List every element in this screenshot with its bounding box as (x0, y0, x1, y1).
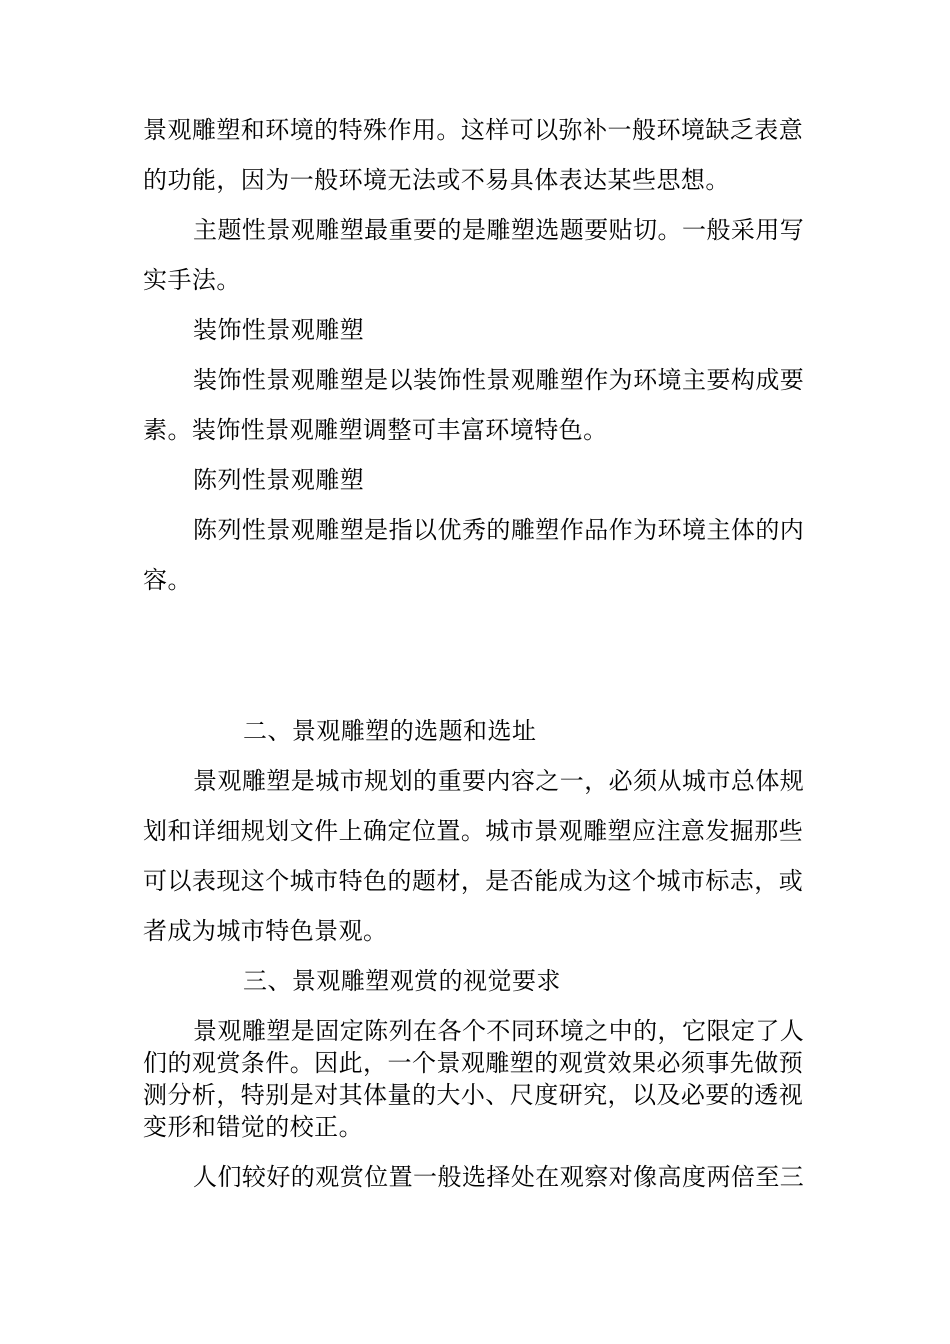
paragraph (143, 1015, 833, 1143)
text-line: 实手法。 (143, 266, 241, 294)
text-line: 测分析，特别是对其体量的大小、尺度研究，以及必要的透视 (143, 1081, 804, 1109)
text-line: 人们较好的观赏位置一般选择处在观察对像高度两倍至三 (193, 1163, 805, 1191)
blank-space (143, 1143, 833, 1161)
text-line: 陈列性景观雕塑是指以优秀的雕塑作品作为环境主体的内 (193, 516, 805, 544)
text-line: 景观雕塑和环境的特殊作用。这样可以弥补一般环境缺乏表意 (143, 116, 804, 144)
section-heading: 二、景观雕塑的选题和选址 (243, 717, 537, 745)
text-line: 装饰性景观雕塑是以装饰性景观雕塑作为环境主要构成要 (193, 366, 805, 394)
text-line: 景观雕塑是城市规划的重要内容之一，必须从城市总体规 (193, 767, 805, 795)
document-page (143, 114, 833, 1193)
text-line: 变形和错觉的校正。 (143, 1113, 364, 1141)
text-line: 素。装饰性景观雕塑调整可丰富环境特色。 (143, 416, 608, 444)
paragraph (143, 114, 833, 214)
text-line: 容。 (143, 566, 192, 594)
text-line: 们的观赏条件。因此，一个景观雕塑的观赏效果必须事先做预 (143, 1049, 804, 1077)
text-line: 的功能，因为一般环境无法或不易具体表达某些思想。 (143, 166, 730, 194)
text-line: 主题性景观雕塑最重要的是雕塑选题要贴切。一般采用写 (193, 216, 805, 244)
paragraph (143, 514, 833, 614)
subheading: 装饰性景观雕塑 (193, 316, 365, 344)
paragraph (143, 364, 833, 464)
subheading: 陈列性景观雕塑 (193, 466, 365, 494)
section-heading: 三、景观雕塑观赏的视觉要求 (243, 967, 561, 995)
paragraph (143, 214, 833, 314)
paragraph (143, 1161, 833, 1193)
text-line: 划和详细规划文件上确定位置。城市景观雕塑应注意发掘那些 (143, 817, 804, 845)
paragraph (143, 765, 833, 965)
text-line: 景观雕塑是固定陈列在各个不同环境之中的，它限定了人 (193, 1017, 805, 1045)
blank-space (143, 614, 833, 715)
text-line: 者成为城市特色景观。 (143, 917, 388, 945)
text-line: 可以表现这个城市特色的题材，是否能成为这个城市标志，或 (143, 867, 804, 895)
